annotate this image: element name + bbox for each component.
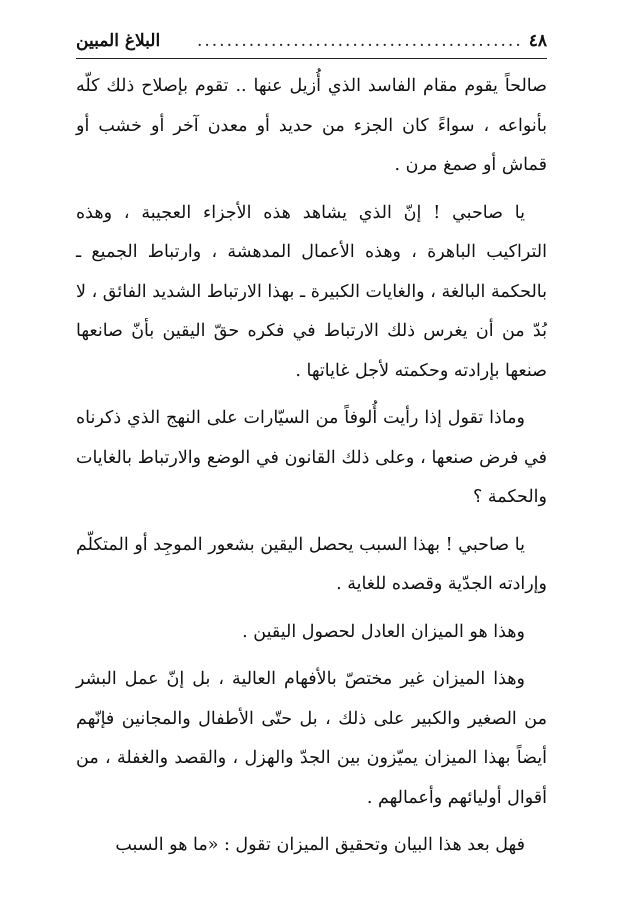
paragraph-5: وهذا هو الميزان العادل لحصول اليقين . (242, 621, 525, 642)
header-dot-leader: ............................................ (196, 31, 523, 51)
paragraph-3: وماذا تقول إذا رأيت أُلوفاً من السيّارات على النهج الذي ذكرناه في فرض صنعها ، وعلى ذلك القانون في الوضع والارتباط بالغايات والحكمة ؟ (76, 408, 547, 507)
page-number: ٤٨ (528, 31, 547, 51)
running-header (76, 28, 547, 59)
paragraph-6: وهذا الميزان غير مختصّ بالأفهام العالية ، بل إنّ عمل البشر من الصغير والكبير على ذلك ، بل حتّى الأطفال والمجانين فإنّهم أيضاً بهذا الميزان يميّزون بين الجدّ والهزل ، والقصد والغفلة ، من أقوال أوليائهم وأعمالهم . (76, 669, 547, 808)
paragraph-7: فهل بعد هذا البيان وتحقيق الميزان تقول : «ما هو السبب (115, 835, 525, 855)
paragraph-2: يا صاحبي ! إنّ الذي يشاهد هذه الأجزاء العجيبة ، وهذه التراكيب الباهرة ، وهذه الأعمال المدهشة ، وارتباط الجميع ـ بالحكمة البالغة ، والغايات الكبيرة ـ بهذا الارتباط الشديد الفائق ، لا بُدّ من أن يغرس ذلك الارتباط في فكره حقّ اليقين بأنّ صانعها صنعها بإرادته وحكمته لأجل غاياتها . (76, 202, 547, 381)
paragraph-4: يا صاحبي ! بهذا السبب يحصل اليقين بشعور الموجِد أو المتكلّم وإرادته الجدّية وقصده للغاية . (76, 534, 547, 594)
paragraph-1: صالحاً يقوم مقام الفاسد الذي أُزيل عنها .. تقوم بإصلاح ذلك كلّه بأنواعه ، سواءً كان الجزء من حديد أو معدن آخر أو خشب أو قماش أو صمغ مرن . (76, 76, 547, 175)
book-title: البلاغ المبين (76, 31, 161, 51)
